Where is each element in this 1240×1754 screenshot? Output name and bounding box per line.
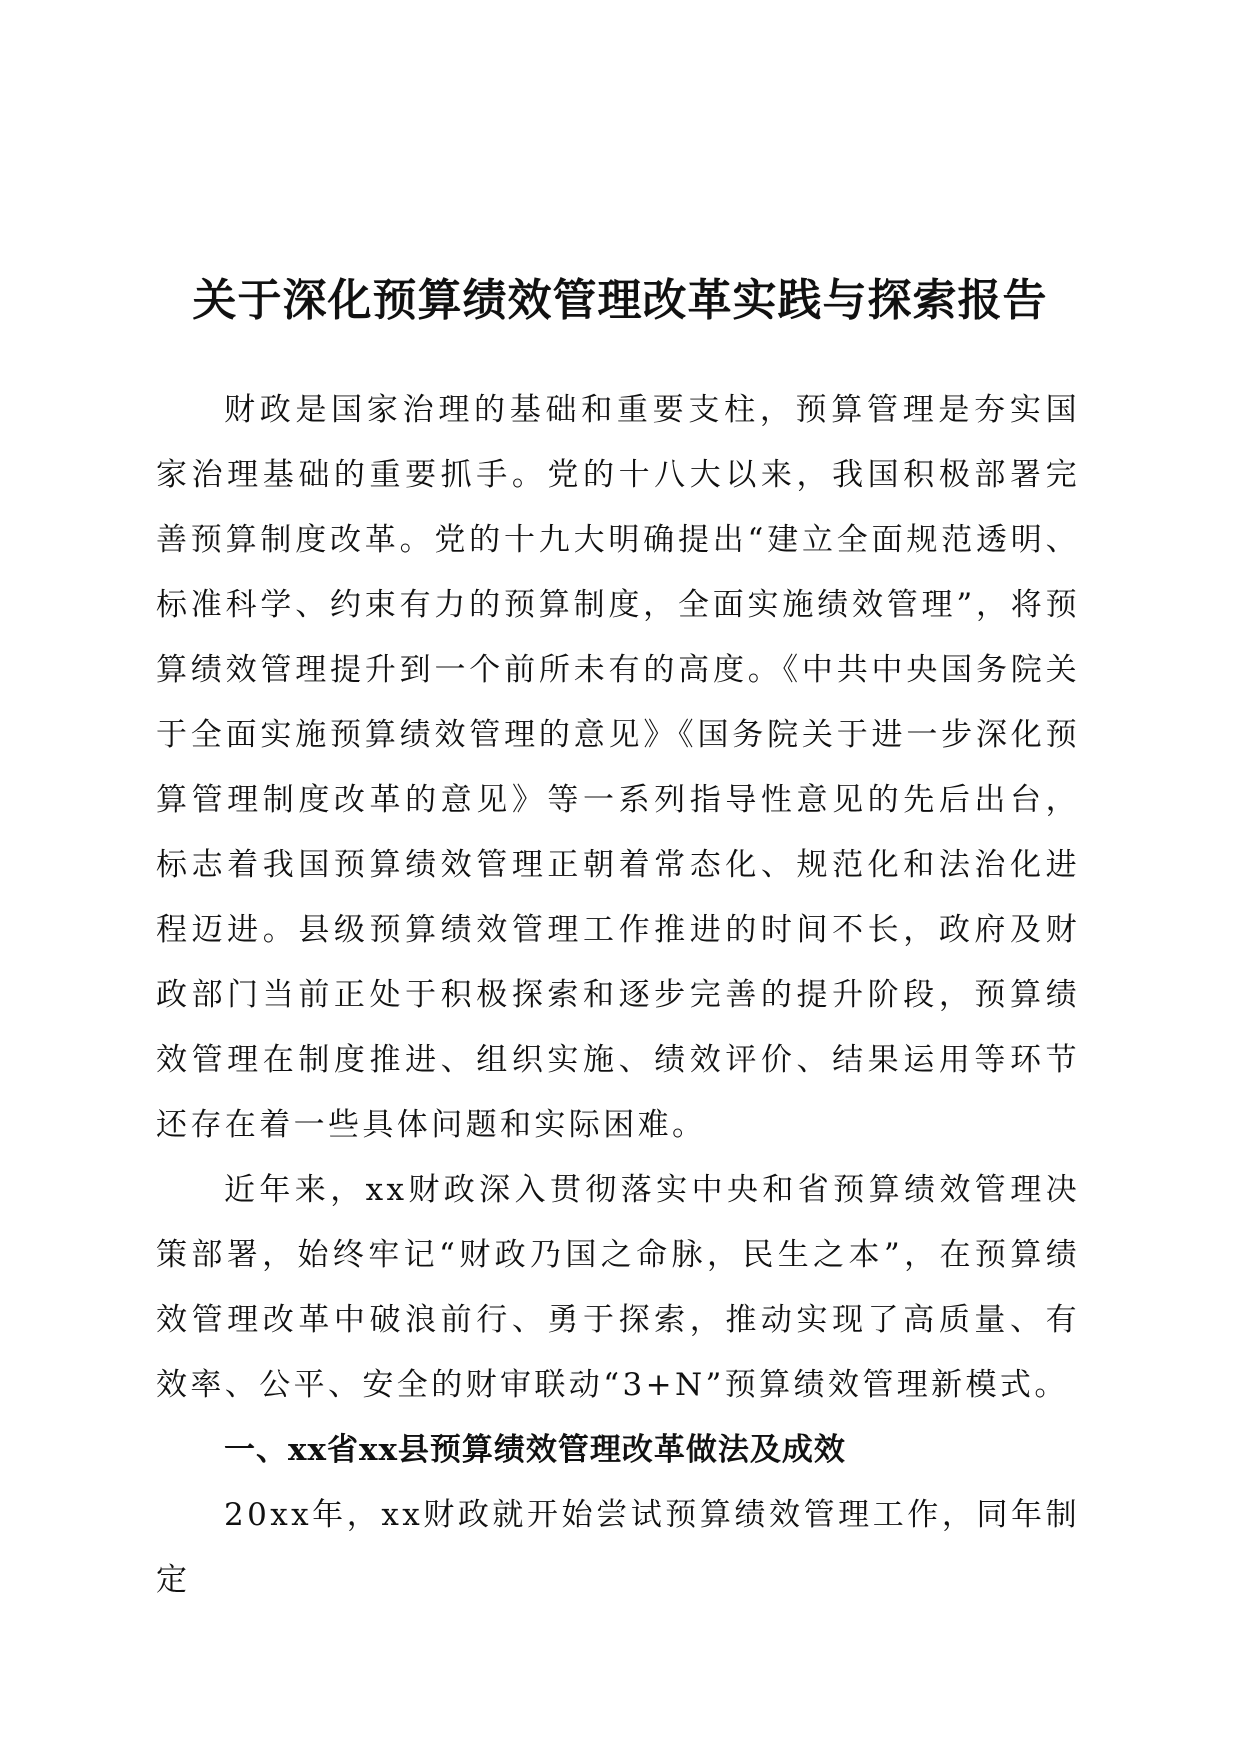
section-paragraph-1: 20xx年，xx财政就开始尝试预算绩效管理工作，同年制定 [156,1497,1080,1598]
document-title: 关于深化预算绩效管理改革实践与探索报告 [192,275,1048,327]
body-paragraph-2: 近年来，xx财政深入贯彻落实中央和省预算绩效管理决策部署，始终牢记“财政乃国之命脉，民生之本”，在预算绩效管理改革中破浪前行、勇于探索，推动实现了高质量、有效率、公平、安全的财审联动“3+N”预算绩效管理新模式。 [156,1172,1080,1403]
document-body [156,378,1080,1613]
section-heading-1: 一、xx省xx县预算绩效管理改革做法及成效 [224,1432,846,1468]
body-paragraph-1: 财政是国家治理的基础和重要支柱，预算管理是夯实国家治理基础的重要抓手。党的十八大以来，我国积极部署完善预算制度改革。党的十九大明确提出“建立全面规范透明、标准科学、约束有力的预算制度，全面实施绩效管理”，将预算绩效管理提升到一个前所未有的高度。《中共中央国务院关于全面实施预算绩效管理的意见》《国务院关于进一步深化预算管理制度改革的意见》等一系列指导性意见的先后出台，标志着我国预算绩效管理正朝着常态化、规范化和法治化进程迈进。县级预算绩效管理工作推进的时间不长，政府及财政部门当前正处于积极探索和逐步完善的提升阶段，预算绩效管理在制度推进、组织实施、绩效评价、结果运用等环节还存在着一些具体问题和实际困难。 [156,392,1080,1143]
